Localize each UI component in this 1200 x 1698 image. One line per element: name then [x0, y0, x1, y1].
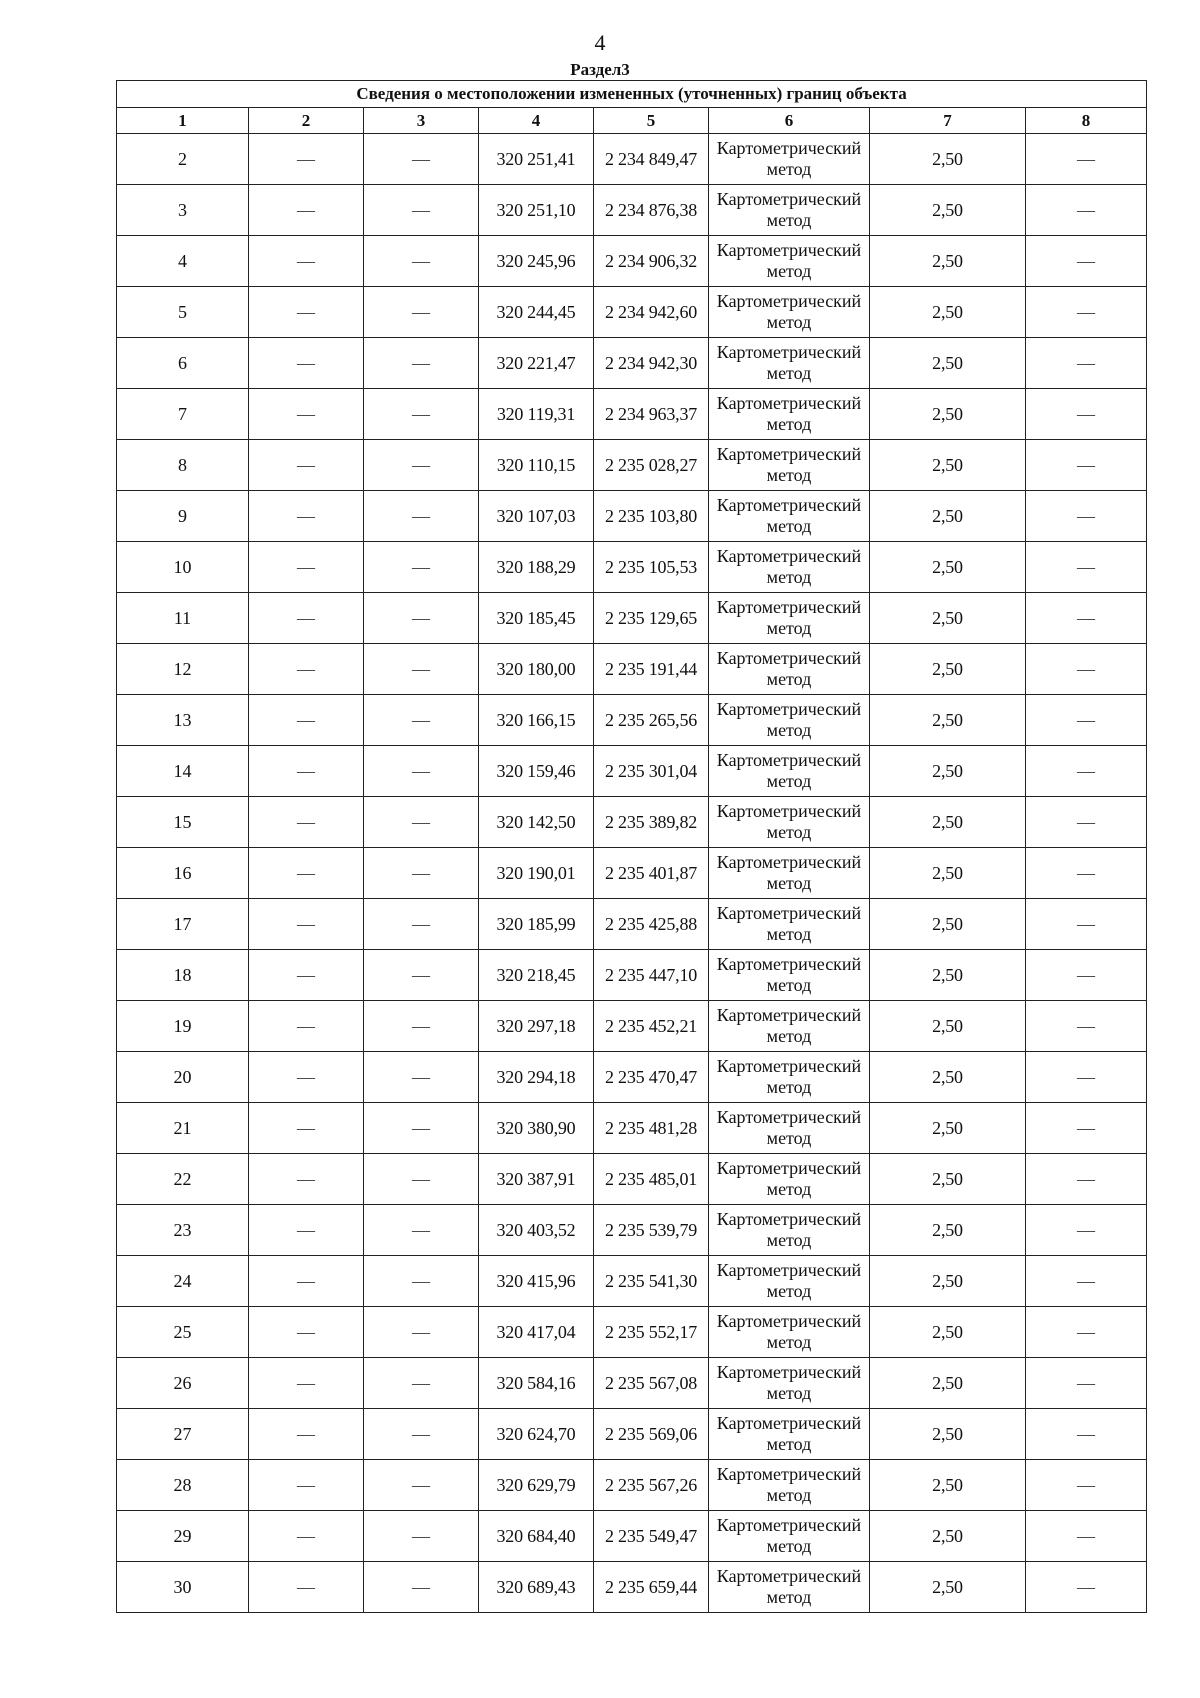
method-cell: Картометрический метод — [709, 1052, 870, 1103]
table-row — [117, 593, 1147, 644]
x-coordinate-cell: 320 244,45 — [479, 287, 594, 338]
y-coordinate-cell: 2 235 129,65 — [594, 593, 709, 644]
empty-dash-cell: — — [1026, 134, 1147, 185]
empty-dash-cell: — — [1026, 185, 1147, 236]
method-cell: Картометрический метод — [709, 1460, 870, 1511]
method-cell: Картометрический метод — [709, 1256, 870, 1307]
precision-cell: 2,50 — [870, 1358, 1026, 1409]
empty-dash-cell: — — [249, 1103, 364, 1154]
page-number: 4 — [594, 30, 606, 55]
point-number-cell: 2 — [117, 134, 249, 185]
empty-dash-cell: — — [1026, 389, 1147, 440]
empty-dash-cell: — — [364, 491, 479, 542]
empty-dash-cell: — — [1026, 1205, 1147, 1256]
empty-dash-cell: — — [364, 1154, 479, 1205]
empty-dash-cell: — — [249, 1052, 364, 1103]
empty-dash-cell: — — [364, 389, 479, 440]
empty-dash-cell: — — [249, 1205, 364, 1256]
empty-dash-cell: — — [1026, 797, 1147, 848]
x-coordinate-cell: 320 294,18 — [479, 1052, 594, 1103]
method-cell: Картометрический метод — [709, 440, 870, 491]
method-cell: Картометрический метод — [709, 797, 870, 848]
empty-dash-cell: — — [364, 593, 479, 644]
y-coordinate-cell: 2 235 265,56 — [594, 695, 709, 746]
point-number-cell: 23 — [117, 1205, 249, 1256]
empty-dash-cell: — — [249, 899, 364, 950]
point-number-cell: 24 — [117, 1256, 249, 1307]
precision-cell: 2,50 — [870, 644, 1026, 695]
empty-dash-cell: — — [249, 1511, 364, 1562]
empty-dash-cell: — — [1026, 338, 1147, 389]
method-cell: Картометрический метод — [709, 1409, 870, 1460]
precision-cell: 2,50 — [870, 746, 1026, 797]
method-cell: Картометрический метод — [709, 695, 870, 746]
empty-dash-cell: — — [1026, 1307, 1147, 1358]
empty-dash-cell: — — [249, 542, 364, 593]
empty-dash-cell: — — [364, 1052, 479, 1103]
empty-dash-cell: — — [364, 746, 479, 797]
x-coordinate-cell: 320 107,03 — [479, 491, 594, 542]
column-header: 7 — [870, 108, 1026, 134]
y-coordinate-cell: 2 234 942,60 — [594, 287, 709, 338]
point-number-cell: 7 — [117, 389, 249, 440]
method-cell: Картометрический метод — [709, 389, 870, 440]
empty-dash-cell: — — [364, 1001, 479, 1052]
table-row — [117, 848, 1147, 899]
empty-dash-cell: — — [249, 1460, 364, 1511]
empty-dash-cell: — — [1026, 899, 1147, 950]
y-coordinate-cell: 2 235 103,80 — [594, 491, 709, 542]
point-number-cell: 22 — [117, 1154, 249, 1205]
y-coordinate-cell: 2 235 301,04 — [594, 746, 709, 797]
precision-cell: 2,50 — [870, 1460, 1026, 1511]
empty-dash-cell: — — [249, 1154, 364, 1205]
point-number-cell: 17 — [117, 899, 249, 950]
y-coordinate-cell: 2 235 539,79 — [594, 1205, 709, 1256]
empty-dash-cell: — — [1026, 848, 1147, 899]
point-number-cell: 12 — [117, 644, 249, 695]
empty-dash-cell: — — [1026, 1409, 1147, 1460]
precision-cell: 2,50 — [870, 1409, 1026, 1460]
x-coordinate-cell: 320 190,01 — [479, 848, 594, 899]
empty-dash-cell: — — [1026, 644, 1147, 695]
y-coordinate-cell: 2 235 549,47 — [594, 1511, 709, 1562]
empty-dash-cell: — — [364, 185, 479, 236]
method-cell: Картометрический метод — [709, 1511, 870, 1562]
point-number-cell: 6 — [117, 338, 249, 389]
empty-dash-cell: — — [249, 1409, 364, 1460]
method-cell: Картометрический метод — [709, 185, 870, 236]
point-number-cell: 21 — [117, 1103, 249, 1154]
method-cell: Картометрический метод — [709, 950, 870, 1001]
x-coordinate-cell: 320 251,10 — [479, 185, 594, 236]
method-cell: Картометрический метод — [709, 1103, 870, 1154]
column-header: 2 — [249, 108, 364, 134]
boundary-points-table — [116, 80, 1147, 1613]
precision-cell: 2,50 — [870, 236, 1026, 287]
empty-dash-cell: — — [364, 1460, 479, 1511]
y-coordinate-cell: 2 235 401,87 — [594, 848, 709, 899]
table-row — [117, 1511, 1147, 1562]
section-title: Раздел3 — [570, 60, 630, 79]
table-row — [117, 542, 1147, 593]
empty-dash-cell: — — [249, 338, 364, 389]
precision-cell: 2,50 — [870, 1001, 1026, 1052]
empty-dash-cell: — — [249, 287, 364, 338]
empty-dash-cell: — — [364, 287, 479, 338]
empty-dash-cell: — — [249, 236, 364, 287]
empty-dash-cell: — — [249, 440, 364, 491]
column-header: 4 — [479, 108, 594, 134]
table-row — [117, 695, 1147, 746]
empty-dash-cell: — — [249, 1001, 364, 1052]
empty-dash-cell: — — [1026, 491, 1147, 542]
precision-cell: 2,50 — [870, 899, 1026, 950]
table-row — [117, 134, 1147, 185]
table-row — [117, 389, 1147, 440]
y-coordinate-cell: 2 234 849,47 — [594, 134, 709, 185]
empty-dash-cell: — — [249, 1562, 364, 1613]
empty-dash-cell: — — [249, 134, 364, 185]
point-number-cell: 25 — [117, 1307, 249, 1358]
empty-dash-cell: — — [364, 848, 479, 899]
x-coordinate-cell: 320 185,45 — [479, 593, 594, 644]
empty-dash-cell: — — [364, 1307, 479, 1358]
point-number-cell: 30 — [117, 1562, 249, 1613]
y-coordinate-cell: 2 235 552,17 — [594, 1307, 709, 1358]
empty-dash-cell: — — [249, 593, 364, 644]
empty-dash-cell: — — [1026, 287, 1147, 338]
method-cell: Картометрический метод — [709, 848, 870, 899]
empty-dash-cell: — — [364, 950, 479, 1001]
table-row — [117, 797, 1147, 848]
empty-dash-cell: — — [1026, 1103, 1147, 1154]
table-row — [117, 1562, 1147, 1613]
empty-dash-cell: — — [364, 338, 479, 389]
y-coordinate-cell: 2 235 389,82 — [594, 797, 709, 848]
empty-dash-cell: — — [249, 491, 364, 542]
table-row — [117, 950, 1147, 1001]
method-cell: Картометрический метод — [709, 338, 870, 389]
empty-dash-cell: — — [364, 440, 479, 491]
point-number-cell: 8 — [117, 440, 249, 491]
empty-dash-cell: — — [364, 1103, 479, 1154]
precision-cell: 2,50 — [870, 695, 1026, 746]
empty-dash-cell: — — [249, 1307, 364, 1358]
point-number-cell: 11 — [117, 593, 249, 644]
empty-dash-cell: — — [1026, 1001, 1147, 1052]
x-coordinate-cell: 320 629,79 — [479, 1460, 594, 1511]
empty-dash-cell: — — [1026, 593, 1147, 644]
x-coordinate-cell: 320 689,43 — [479, 1562, 594, 1613]
empty-dash-cell: — — [364, 695, 479, 746]
x-coordinate-cell: 320 188,29 — [479, 542, 594, 593]
x-coordinate-cell: 320 684,40 — [479, 1511, 594, 1562]
empty-dash-cell: — — [1026, 542, 1147, 593]
precision-cell: 2,50 — [870, 1103, 1026, 1154]
empty-dash-cell: — — [1026, 950, 1147, 1001]
method-cell: Картометрический метод — [709, 1154, 870, 1205]
table-caption-row — [117, 81, 1147, 108]
method-cell: Картометрический метод — [709, 644, 870, 695]
y-coordinate-cell: 2 235 481,28 — [594, 1103, 709, 1154]
y-coordinate-cell: 2 235 485,01 — [594, 1154, 709, 1205]
table-row — [117, 1460, 1147, 1511]
empty-dash-cell: — — [364, 644, 479, 695]
precision-cell: 2,50 — [870, 1205, 1026, 1256]
precision-cell: 2,50 — [870, 1307, 1026, 1358]
table-row — [117, 899, 1147, 950]
empty-dash-cell: — — [364, 1511, 479, 1562]
precision-cell: 2,50 — [870, 491, 1026, 542]
method-cell: Картометрический метод — [709, 491, 870, 542]
empty-dash-cell: — — [364, 134, 479, 185]
table-caption: Сведения о местоположении измененных (уточненных) границ объекта — [117, 81, 1147, 108]
precision-cell: 2,50 — [870, 440, 1026, 491]
point-number-cell: 16 — [117, 848, 249, 899]
x-coordinate-cell: 320 417,04 — [479, 1307, 594, 1358]
column-header: 6 — [709, 108, 870, 134]
empty-dash-cell: — — [1026, 1256, 1147, 1307]
x-coordinate-cell: 320 380,90 — [479, 1103, 594, 1154]
x-coordinate-cell: 320 180,00 — [479, 644, 594, 695]
point-number-cell: 14 — [117, 746, 249, 797]
empty-dash-cell: — — [364, 899, 479, 950]
empty-dash-cell: — — [1026, 1562, 1147, 1613]
point-number-cell: 5 — [117, 287, 249, 338]
x-coordinate-cell: 320 415,96 — [479, 1256, 594, 1307]
empty-dash-cell: — — [249, 746, 364, 797]
column-header: 1 — [117, 108, 249, 134]
y-coordinate-cell: 2 235 452,21 — [594, 1001, 709, 1052]
x-coordinate-cell: 320 297,18 — [479, 1001, 594, 1052]
y-coordinate-cell: 2 234 906,32 — [594, 236, 709, 287]
empty-dash-cell: — — [1026, 695, 1147, 746]
precision-cell: 2,50 — [870, 338, 1026, 389]
column-header: 3 — [364, 108, 479, 134]
empty-dash-cell: — — [364, 797, 479, 848]
precision-cell: 2,50 — [870, 287, 1026, 338]
empty-dash-cell: — — [249, 950, 364, 1001]
precision-cell: 2,50 — [870, 185, 1026, 236]
precision-cell: 2,50 — [870, 389, 1026, 440]
y-coordinate-cell: 2 234 963,37 — [594, 389, 709, 440]
point-number-cell: 10 — [117, 542, 249, 593]
column-header: 5 — [594, 108, 709, 134]
precision-cell: 2,50 — [870, 593, 1026, 644]
y-coordinate-cell: 2 235 470,47 — [594, 1052, 709, 1103]
point-number-cell: 20 — [117, 1052, 249, 1103]
empty-dash-cell: — — [1026, 746, 1147, 797]
table-row — [117, 236, 1147, 287]
empty-dash-cell: — — [1026, 440, 1147, 491]
precision-cell: 2,50 — [870, 1154, 1026, 1205]
method-cell: Картометрический метод — [709, 593, 870, 644]
x-coordinate-cell: 320 119,31 — [479, 389, 594, 440]
precision-cell: 2,50 — [870, 1511, 1026, 1562]
point-number-cell: 15 — [117, 797, 249, 848]
point-number-cell: 29 — [117, 1511, 249, 1562]
table-row — [117, 1409, 1147, 1460]
y-coordinate-cell: 2 235 567,26 — [594, 1460, 709, 1511]
y-coordinate-cell: 2 235 541,30 — [594, 1256, 709, 1307]
empty-dash-cell: — — [249, 1358, 364, 1409]
precision-cell: 2,50 — [870, 1052, 1026, 1103]
x-coordinate-cell: 320 142,50 — [479, 797, 594, 848]
empty-dash-cell: — — [249, 185, 364, 236]
table-row — [117, 1001, 1147, 1052]
y-coordinate-cell: 2 234 876,38 — [594, 185, 709, 236]
precision-cell: 2,50 — [870, 1562, 1026, 1613]
x-coordinate-cell: 320 159,46 — [479, 746, 594, 797]
x-coordinate-cell: 320 387,91 — [479, 1154, 594, 1205]
x-coordinate-cell: 320 218,45 — [479, 950, 594, 1001]
y-coordinate-cell: 2 235 191,44 — [594, 644, 709, 695]
table-body — [117, 134, 1147, 1613]
empty-dash-cell: — — [364, 1358, 479, 1409]
x-coordinate-cell: 320 166,15 — [479, 695, 594, 746]
table-row — [117, 1358, 1147, 1409]
point-number-cell: 9 — [117, 491, 249, 542]
table-row — [117, 1052, 1147, 1103]
column-header: 8 — [1026, 108, 1147, 134]
table-header-row — [117, 108, 1147, 134]
x-coordinate-cell: 320 221,47 — [479, 338, 594, 389]
empty-dash-cell: — — [1026, 1511, 1147, 1562]
method-cell: Картометрический метод — [709, 899, 870, 950]
empty-dash-cell: — — [1026, 236, 1147, 287]
y-coordinate-cell: 2 235 028,27 — [594, 440, 709, 491]
x-coordinate-cell: 320 185,99 — [479, 899, 594, 950]
method-cell: Картометрический метод — [709, 287, 870, 338]
empty-dash-cell: — — [364, 1256, 479, 1307]
y-coordinate-cell: 2 235 659,44 — [594, 1562, 709, 1613]
method-cell: Картометрический метод — [709, 1001, 870, 1052]
method-cell: Картометрический метод — [709, 134, 870, 185]
y-coordinate-cell: 2 235 447,10 — [594, 950, 709, 1001]
precision-cell: 2,50 — [870, 134, 1026, 185]
precision-cell: 2,50 — [870, 542, 1026, 593]
table-row — [117, 644, 1147, 695]
empty-dash-cell: — — [249, 644, 364, 695]
method-cell: Картометрический метод — [709, 1205, 870, 1256]
x-coordinate-cell: 320 110,15 — [479, 440, 594, 491]
empty-dash-cell: — — [249, 797, 364, 848]
precision-cell: 2,50 — [870, 797, 1026, 848]
empty-dash-cell: — — [249, 389, 364, 440]
x-coordinate-cell: 320 624,70 — [479, 1409, 594, 1460]
precision-cell: 2,50 — [870, 848, 1026, 899]
table-row — [117, 1103, 1147, 1154]
point-number-cell: 13 — [117, 695, 249, 746]
empty-dash-cell: — — [364, 236, 479, 287]
empty-dash-cell: — — [249, 848, 364, 899]
point-number-cell: 27 — [117, 1409, 249, 1460]
table-row — [117, 440, 1147, 491]
empty-dash-cell: — — [364, 1562, 479, 1613]
method-cell: Картометрический метод — [709, 1307, 870, 1358]
empty-dash-cell: — — [249, 1256, 364, 1307]
y-coordinate-cell: 2 235 567,08 — [594, 1358, 709, 1409]
table-row — [117, 185, 1147, 236]
x-coordinate-cell: 320 245,96 — [479, 236, 594, 287]
method-cell: Картометрический метод — [709, 1358, 870, 1409]
y-coordinate-cell: 2 235 425,88 — [594, 899, 709, 950]
point-number-cell: 19 — [117, 1001, 249, 1052]
point-number-cell: 26 — [117, 1358, 249, 1409]
method-cell: Картометрический метод — [709, 1562, 870, 1613]
point-number-cell: 28 — [117, 1460, 249, 1511]
x-coordinate-cell: 320 403,52 — [479, 1205, 594, 1256]
point-number-cell: 3 — [117, 185, 249, 236]
empty-dash-cell: — — [1026, 1154, 1147, 1205]
empty-dash-cell: — — [364, 542, 479, 593]
table-row — [117, 287, 1147, 338]
empty-dash-cell: — — [249, 695, 364, 746]
y-coordinate-cell: 2 235 105,53 — [594, 542, 709, 593]
point-number-cell: 18 — [117, 950, 249, 1001]
table-row — [117, 1154, 1147, 1205]
method-cell: Картометрический метод — [709, 746, 870, 797]
method-cell: Картометрический метод — [709, 236, 870, 287]
x-coordinate-cell: 320 251,41 — [479, 134, 594, 185]
precision-cell: 2,50 — [870, 1256, 1026, 1307]
x-coordinate-cell: 320 584,16 — [479, 1358, 594, 1409]
empty-dash-cell: — — [1026, 1358, 1147, 1409]
table-row — [117, 491, 1147, 542]
y-coordinate-cell: 2 235 569,06 — [594, 1409, 709, 1460]
table-row — [117, 1307, 1147, 1358]
empty-dash-cell: — — [1026, 1460, 1147, 1511]
table-row — [117, 746, 1147, 797]
table-row — [117, 338, 1147, 389]
precision-cell: 2,50 — [870, 950, 1026, 1001]
table-row — [117, 1205, 1147, 1256]
table-row — [117, 1256, 1147, 1307]
point-number-cell: 4 — [117, 236, 249, 287]
y-coordinate-cell: 2 234 942,30 — [594, 338, 709, 389]
empty-dash-cell: — — [1026, 1052, 1147, 1103]
method-cell: Картометрический метод — [709, 542, 870, 593]
empty-dash-cell: — — [364, 1409, 479, 1460]
empty-dash-cell: — — [364, 1205, 479, 1256]
